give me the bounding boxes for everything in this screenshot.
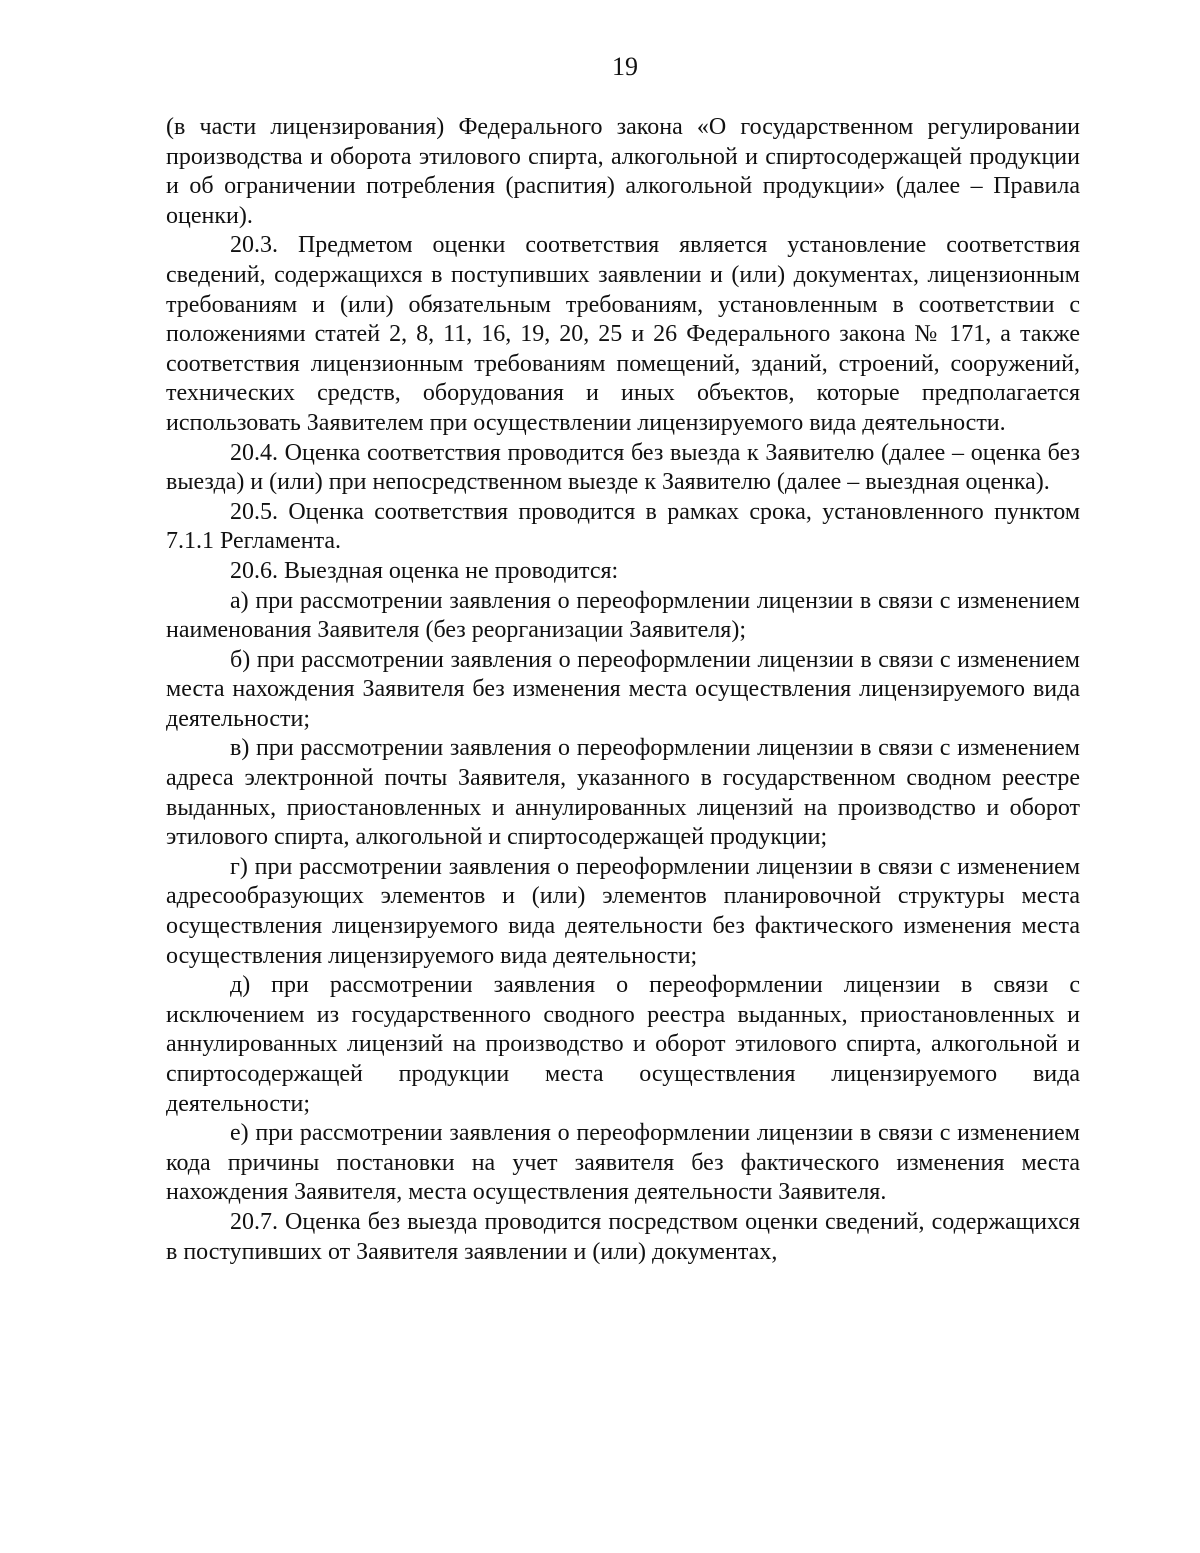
list-item-v: в) при рассмотрении заявления о переоформлении лицензии в связи с изменением адреса электронной почты Заявителя, указанного в государственном сводном реестре выданных, приостановленных и аннулированных лицензий на производство и оборот этилового спирта, алкогольной и спиртосодержащей продукции;: [166, 735, 1080, 851]
paragraph-20-5: 20.5. Оценка соответствия проводится в рамках срока, установленного пунктом 7.1.1 Регламента.: [166, 498, 1080, 555]
paragraph-20-7: 20.7. Оценка без выезда проводится посредством оценки сведений, содержащихся в поступивших от Заявителя заявлении и (или) документах,: [166, 1208, 1080, 1265]
list-item-e: е) при рассмотрении заявления о переоформлении лицензии в связи с изменением кода причины постановки на учет заявителя без фактического изменения места нахождения Заявителя, места осуществления деятельности Заявителя.: [166, 1120, 1080, 1206]
list-item-b: б) при рассмотрении заявления о переоформлении лицензии в связи с изменением места нахождения Заявителя без изменения места осуществления лицензируемого вида деятельности;: [166, 646, 1080, 732]
paragraph-20-6: 20.6. Выездная оценка не проводится:: [230, 557, 619, 584]
page-number: 19: [612, 52, 638, 81]
paragraph-20-3: 20.3. Предметом оценки соответствия является установление соответствия сведений, содержащихся в поступивших заявлении и (или) документах, лицензионным требованиям и (или) обязательным требованиям, установленным в соответствии с положениями статей 2, 8, 11, 16, 19, 20, 25 и 26 Федерального закона № 171, а также соответствия лицензионным требованиям помещений, зданий, строений, сооружений, технических средств, оборудования и иных объектов, которые предполагается использовать Заявителем при осуществлении лицензируемого вида деятельности.: [166, 232, 1080, 436]
list-item-a: а) при рассмотрении заявления о переоформлении лицензии в связи с изменением наименования Заявителя (без реорганизации Заявителя);: [166, 587, 1080, 644]
paragraph-continuation: (в части лицензирования) Федерального закона «О государственном регулировании производства и оборота этилового спирта, алкогольной и спиртосодержащей продукции и об ограничении потребления (распития) алкогольной продукции» (далее – Правила оценки).: [166, 114, 1080, 229]
document-body: [166, 113, 1080, 1267]
list-item-g: г) при рассмотрении заявления о переоформлении лицензии в связи с изменением адресообразующих элементов и (или) элементов планировочной структуры места осуществления лицензируемого вида деятельности без фактического изменения места осуществления лицензируемого вида деятельности;: [166, 853, 1080, 969]
paragraph-20-4: 20.4. Оценка соответствия проводится без выезда к Заявителю (далее – оценка без выезда) и (или) при непосредственном выезде к Заявителю (далее – выездная оценка).: [166, 439, 1080, 496]
list-item-d: д) при рассмотрении заявления о переоформлении лицензии в связи с исключением из государственного сводного реестра выданных, приостановленных и аннулированных лицензий на производство и оборот этилового спирта, алкогольной и спиртосодержащей продукции места осуществления лицензируемого вида деятельности;: [166, 972, 1080, 1117]
